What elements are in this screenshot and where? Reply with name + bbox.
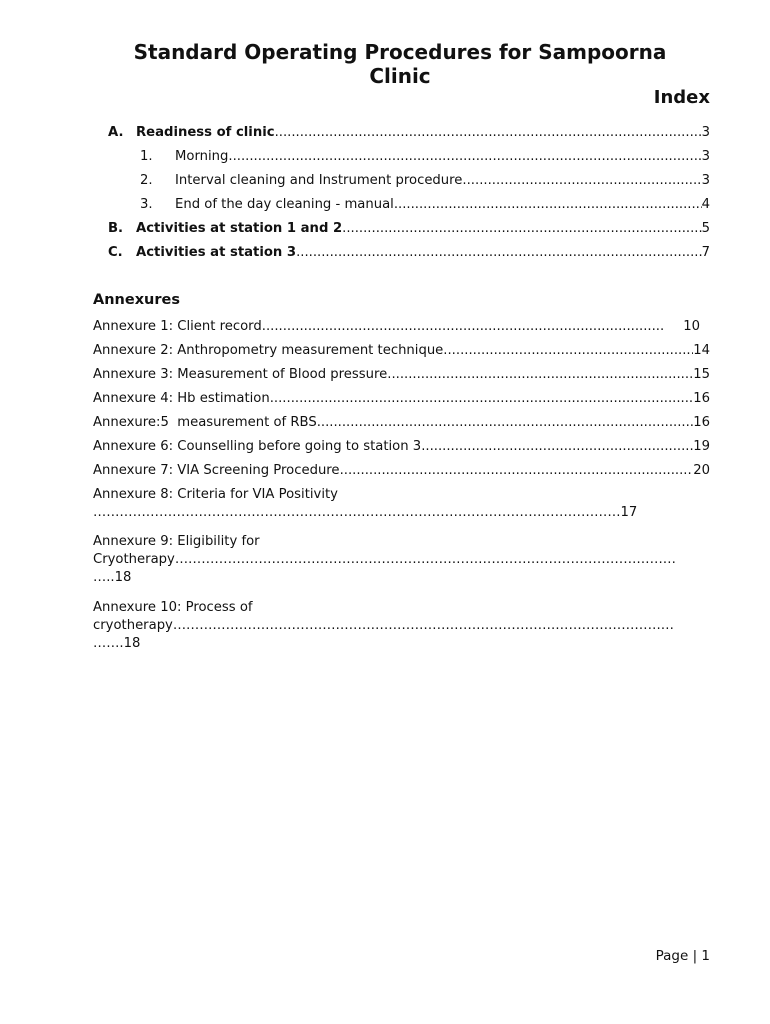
- annexure-label: Annexure:5 measurement of RBS: [93, 415, 317, 430]
- toc-entry-a3[interactable]: [140, 195, 710, 215]
- annexure-page: 16: [693, 391, 710, 406]
- annexure-line: …..18: [93, 570, 132, 585]
- leader-dots: [342, 219, 701, 239]
- toc-entry-c[interactable]: [108, 243, 710, 263]
- toc-entry-a2[interactable]: [140, 171, 710, 191]
- toc-page: 3: [701, 173, 710, 188]
- annexure-page: 16: [693, 415, 710, 430]
- toc-page: 5: [701, 221, 710, 236]
- leader-dots: [443, 341, 693, 361]
- toc-entry-a[interactable]: [108, 123, 710, 143]
- annexure-entry-4[interactable]: [93, 389, 710, 409]
- toc-entry-a1[interactable]: [140, 147, 710, 167]
- leader-dots: [296, 243, 702, 263]
- leader-dots: [394, 195, 702, 215]
- annexure-line: cryotherapy……………………………………………………………………………………………………: [93, 618, 674, 633]
- page-title: Standard Operating Procedures for Sampoorna Clinic: [133, 40, 667, 88]
- leader-dots: [228, 147, 701, 167]
- annexure-label: Annexure 2: Anthropometry measurement technique: [93, 343, 444, 358]
- toc-page: 3: [701, 125, 710, 140]
- leader-dots: [275, 123, 702, 143]
- toc-marker: 1.: [140, 149, 153, 164]
- annexures-heading: Annexures: [93, 292, 180, 308]
- annexure-label: Annexure 4: Hb estimation: [93, 391, 270, 406]
- toc-marker: C.: [108, 245, 123, 260]
- annexure-entry-7[interactable]: [93, 461, 710, 481]
- page-number-footer: Page | 1: [655, 948, 710, 964]
- annexure-entry-10[interactable]: [93, 599, 710, 653]
- annexure-page: 15: [693, 367, 710, 382]
- toc-label: Interval cleaning and Instrument procedure: [175, 173, 463, 188]
- annexure-page: 14: [693, 343, 710, 358]
- annexure-line: Cryotherapy……………………………………………………………………………………………………: [93, 552, 676, 567]
- annexure-page: 19: [693, 439, 710, 454]
- annexure-label: Annexure 6: Counselling before going to station 3: [93, 439, 422, 454]
- toc-entry-b[interactable]: [108, 219, 710, 239]
- annexure-page: 10: [683, 319, 700, 334]
- annexure-entry-3[interactable]: [93, 365, 710, 385]
- annexure-entry-1[interactable]: [93, 317, 700, 337]
- annexure-entry-6[interactable]: [93, 437, 710, 457]
- annexure-line: …….18: [93, 636, 141, 651]
- toc-label: End of the day cleaning - manual: [175, 197, 394, 212]
- annexure-label: Annexure 7: VIA Screening Procedure: [93, 463, 340, 478]
- toc-label: Activities at station 3: [136, 245, 297, 260]
- annexure-line: Annexure 9: Eligibility for: [93, 534, 260, 549]
- index-heading: Index: [653, 87, 710, 108]
- annexure-line: Annexure 8: Criteria for VIA Positivity: [93, 487, 338, 502]
- toc-label: Readiness of clinic: [136, 125, 275, 140]
- leader-dots: [317, 413, 694, 433]
- annexure-label: Annexure 1: Client record: [93, 319, 262, 334]
- leader-dots: [421, 437, 693, 457]
- toc-page: 4: [701, 197, 710, 212]
- toc-marker: 2.: [140, 173, 153, 188]
- leader-dots: [340, 461, 694, 481]
- annexure-line: …………………………………………………………………………………………………………17: [93, 505, 638, 520]
- leader-dots: [462, 171, 701, 191]
- annexure-entry-2[interactable]: [93, 341, 710, 361]
- annexure-label: Annexure 3: Measurement of Blood pressure: [93, 367, 388, 382]
- annexure-entry-8[interactable]: [93, 486, 710, 522]
- annexure-page: 20: [693, 463, 710, 478]
- toc-label: Activities at station 1 and 2: [136, 221, 343, 236]
- leader-dots: [262, 317, 665, 337]
- annexure-line: Annexure 10: Process of: [93, 600, 253, 615]
- toc-marker: B.: [108, 221, 124, 236]
- toc-label: Morning: [175, 149, 229, 164]
- toc-page: 7: [701, 245, 710, 260]
- toc-marker: A.: [108, 125, 124, 140]
- leader-dots: [387, 365, 693, 385]
- annexure-entry-9[interactable]: [93, 533, 710, 587]
- annexure-entry-5[interactable]: [93, 413, 710, 433]
- toc-page: 3: [701, 149, 710, 164]
- toc-marker: 3.: [140, 197, 153, 212]
- leader-dots: [270, 389, 693, 409]
